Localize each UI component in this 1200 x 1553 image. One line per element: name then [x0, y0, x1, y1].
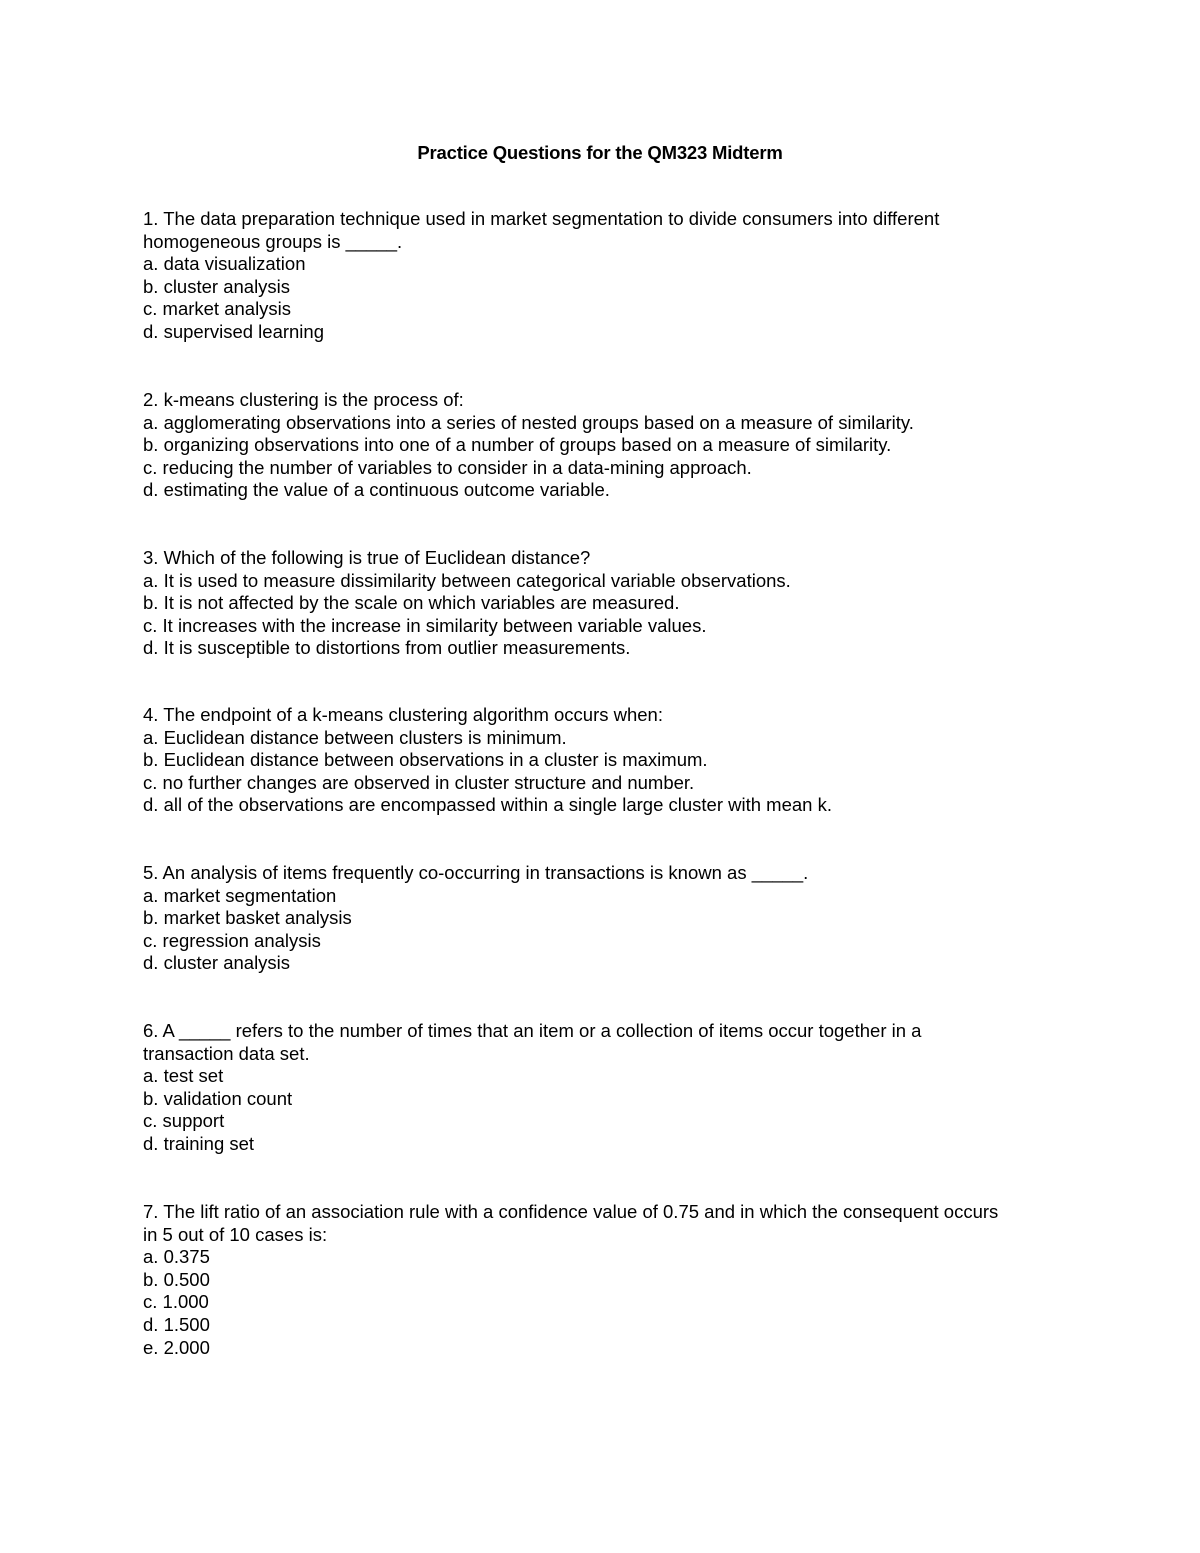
answer-option: d. 1.500	[143, 1313, 210, 1335]
answer-option: d. all of the observations are encompassed within a single large cluster with mean k.	[143, 794, 832, 816]
answer-option: c. reducing the number of variables to consider in a data-mining approach.	[143, 456, 752, 478]
answer-option: a. 0.375	[143, 1246, 210, 1268]
answer-option: b. It is not affected by the scale on which variables are measured.	[143, 592, 680, 614]
answer-option: d. training set	[143, 1132, 255, 1154]
question-7	[143, 1201, 1043, 1359]
answer-option: a. data visualization	[143, 253, 306, 275]
answer-option: d. estimating the value of a continuous outcome variable.	[143, 479, 610, 501]
answer-option: d. It is susceptible to distortions from outlier measurements.	[143, 637, 631, 659]
question-stem: 5. An analysis of items frequently co-occurring in transactions is known as _____.	[143, 862, 809, 883]
question-stem: 1. The data preparation technique used in market segmentation to divide consumers into different homogeneous groups is _____.	[143, 208, 945, 252]
answer-option: b. organizing observations into one of a number of groups based on a measure of similarity.	[143, 434, 892, 456]
answer-option: d. cluster analysis	[143, 952, 291, 974]
answer-option: d. supervised learning	[143, 320, 324, 342]
page-title: Practice Questions for the QM323 Midterm	[417, 142, 783, 163]
answer-option: c. no further changes are observed in cluster structure and number.	[143, 771, 695, 793]
answer-option: b. validation count	[143, 1087, 293, 1109]
answer-option: a. test set	[143, 1065, 224, 1087]
answer-option: b. cluster analysis	[143, 275, 291, 297]
question-stem: 6. A _____ refers to the number of times that an item or a collection of items occur together in a transaction data set.	[143, 1020, 927, 1064]
answer-option: b. 0.500	[143, 1268, 210, 1290]
question-2	[143, 389, 1043, 502]
question-stem: 7. The lift ratio of an association rule with a confidence value of 0.75 and in which the consequent occurs in 5 out of 10 cases is:	[143, 1201, 1004, 1245]
question-stem: 2. k-means clustering is the process of:	[143, 389, 464, 410]
answer-option: c. support	[143, 1110, 225, 1132]
answer-option: b. market basket analysis	[143, 907, 352, 929]
answer-option: c. market analysis	[143, 298, 292, 320]
answer-option: a. Euclidean distance between clusters is minimum.	[143, 726, 567, 748]
question-5	[143, 862, 1043, 975]
question-4	[143, 704, 1043, 817]
question-3	[143, 547, 1043, 660]
question-6	[143, 1020, 1043, 1156]
answer-option: c. It increases with the increase in similarity between variable values.	[143, 614, 707, 636]
question-stem: 4. The endpoint of a k-means clustering algorithm occurs when:	[143, 704, 663, 725]
answer-option: a. agglomerating observations into a series of nested groups based on a measure of similarity.	[143, 411, 914, 433]
answer-option: c. regression analysis	[143, 929, 321, 951]
question-1	[143, 208, 1043, 344]
answer-option: c. 1.000	[143, 1291, 209, 1313]
answer-option: a. It is used to measure dissimilarity between categorical variable observations.	[143, 569, 791, 591]
answer-option: b. Euclidean distance between observations in a cluster is maximum.	[143, 749, 708, 771]
question-stem: 3. Which of the following is true of Euclidean distance?	[143, 547, 591, 568]
answer-option: a. market segmentation	[143, 884, 337, 906]
answer-option: e. 2.000	[143, 1336, 210, 1358]
